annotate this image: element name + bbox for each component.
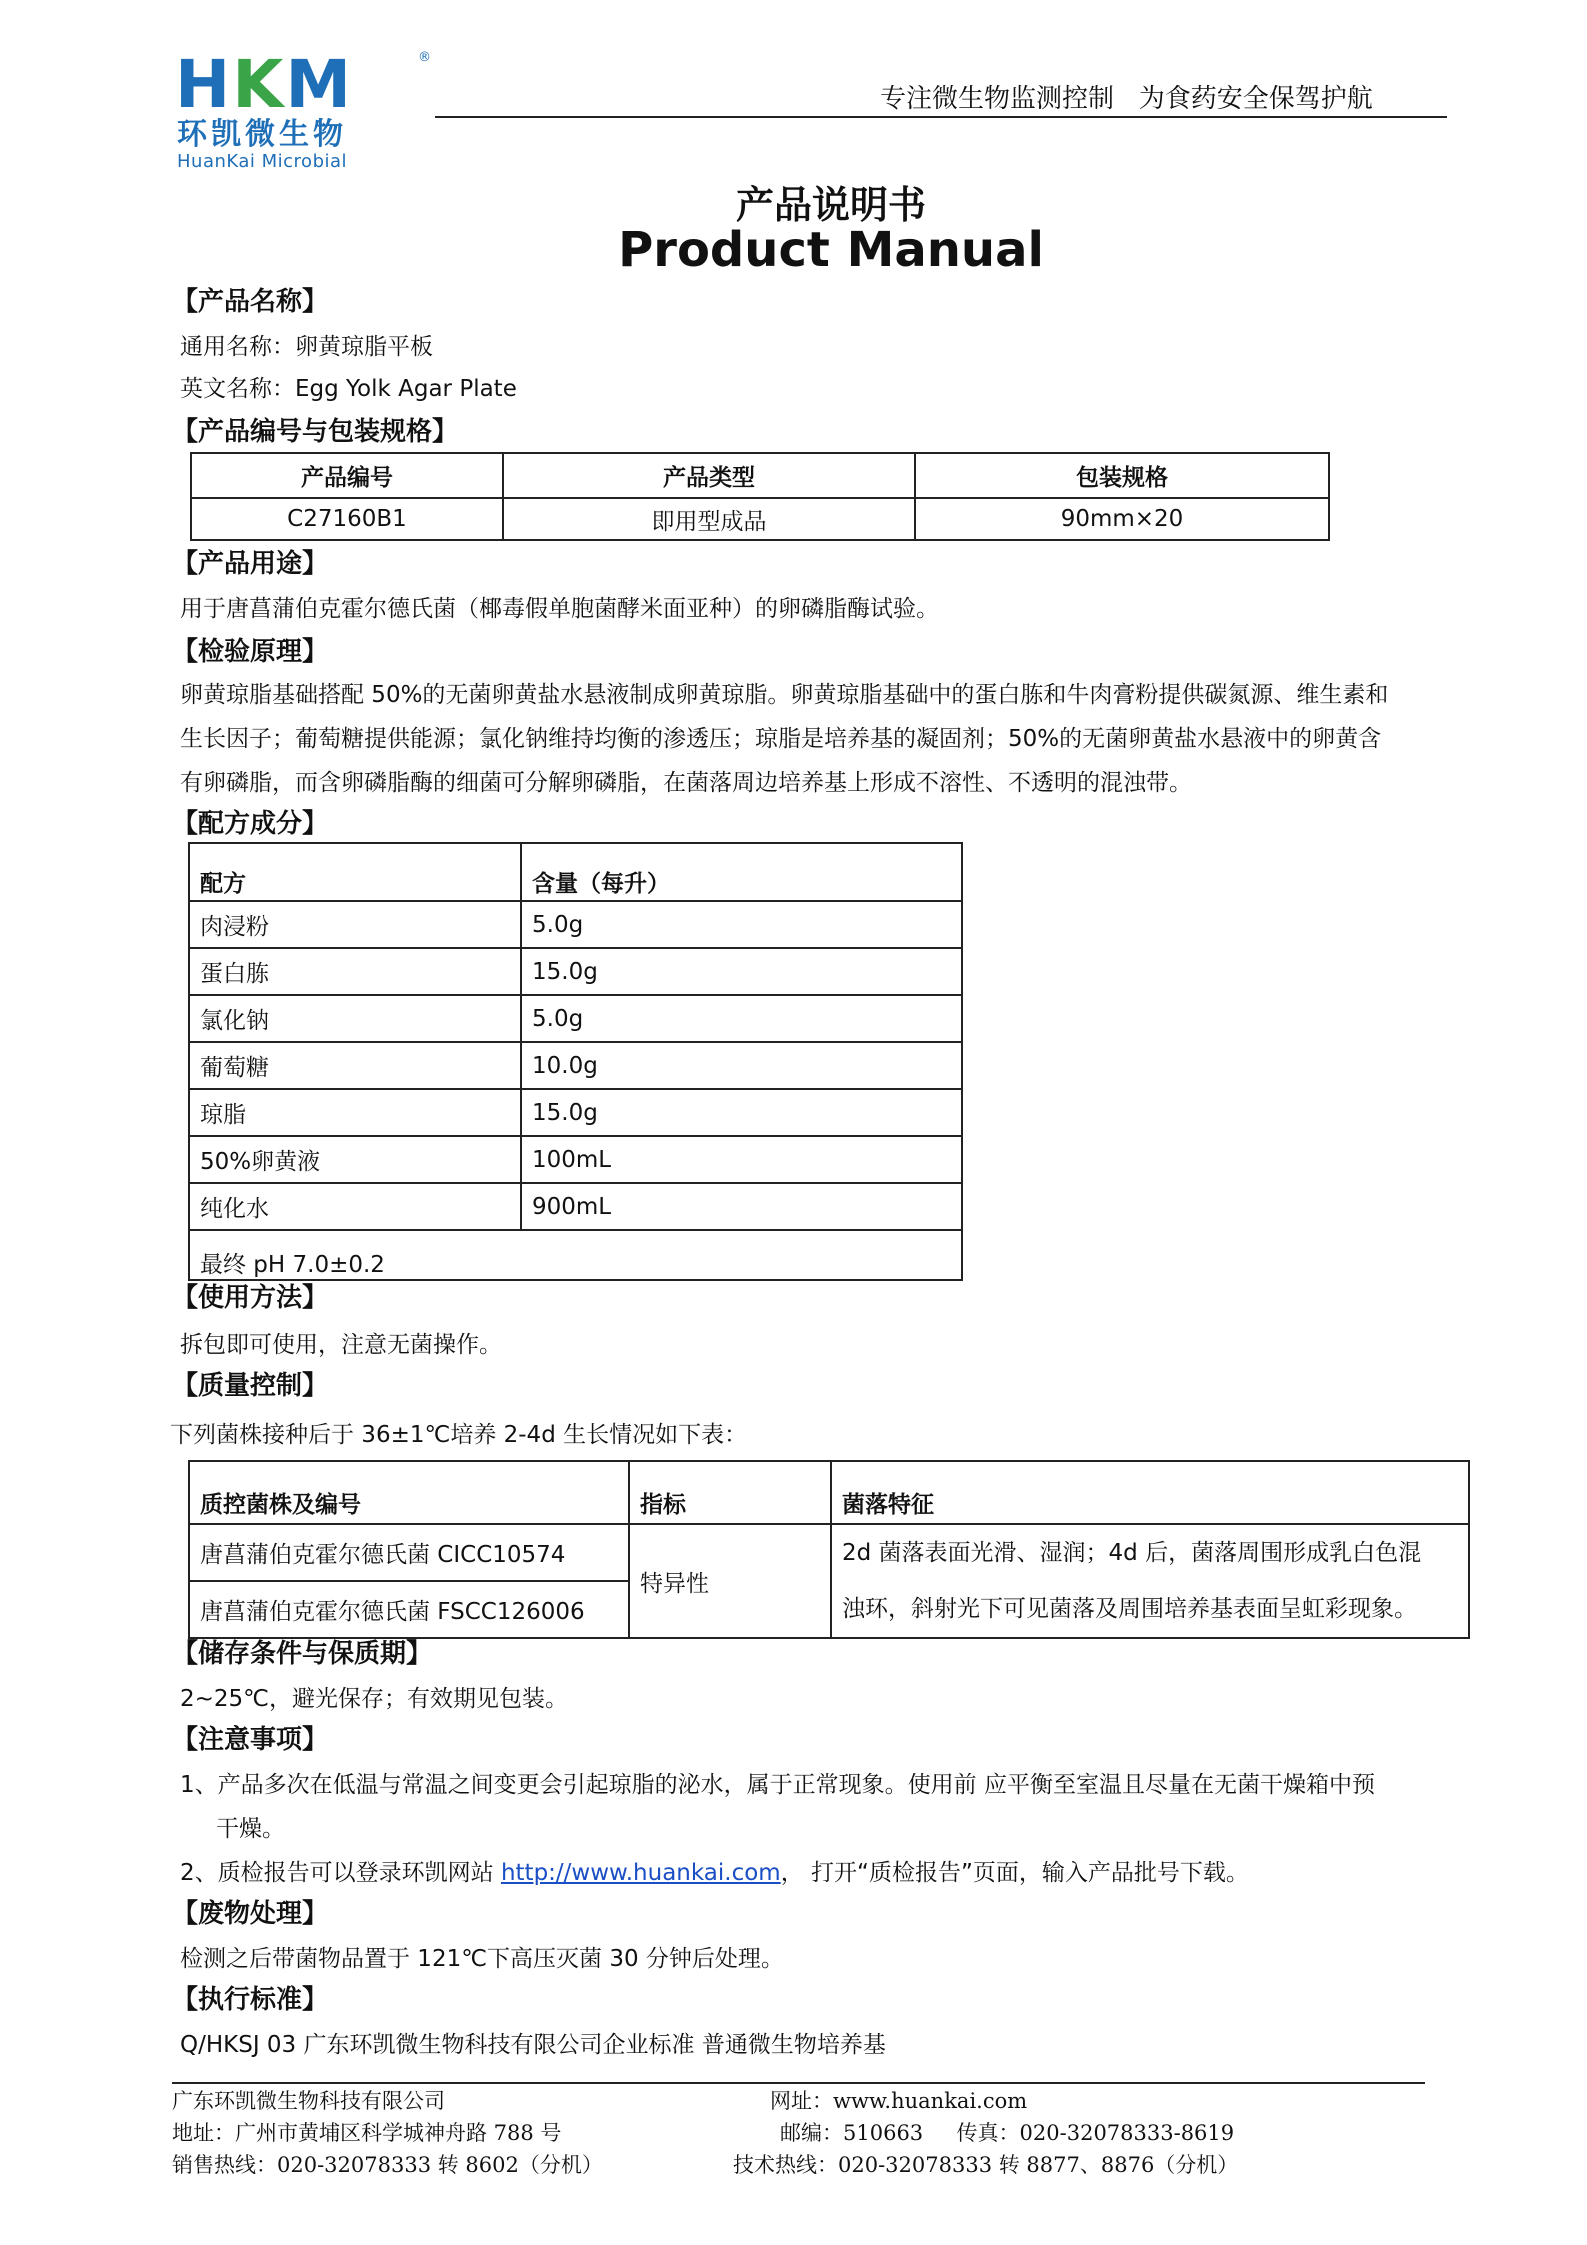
ingredient-cell: 50%卵黄液 [189, 1136, 521, 1183]
ingredient-cell: 氯化钠 [189, 995, 521, 1042]
section-heading-storage: 【储存条件与保质期】 [172, 1639, 433, 1669]
column-header: 配方 [189, 843, 521, 901]
company-logo [175, 46, 435, 172]
header-divider [435, 116, 1447, 118]
strain-cell: 唐菖蒲伯克霍尔德氏菌 FSCC126006 [189, 1581, 629, 1638]
package-spec-cell: 90mm×20 [915, 498, 1329, 540]
qc-table [188, 1460, 1470, 1639]
english-name: 英文名称：Egg Yolk Agar Plate [180, 376, 517, 402]
strain-cell: 唐菖蒲伯克霍尔德氏菌 CICC10574 [189, 1524, 629, 1581]
registered-mark: ® [418, 50, 431, 65]
amount-cell: 15.0g [521, 948, 962, 995]
final-ph-cell: 最终 pH 7.0±0.2 [189, 1230, 962, 1280]
table-header-row [189, 1461, 1469, 1524]
column-header: 指标 [629, 1461, 831, 1524]
table-header-row [191, 453, 1329, 498]
note-line [180, 1858, 1249, 1888]
logo-chinese-name: 环凯微生物 [177, 117, 347, 152]
amount-cell: 15.0g [521, 1089, 962, 1136]
amount-cell: 900mL [521, 1183, 962, 1230]
colony-feature-line: 2d 菌落表面光滑、湿润；4d 后，菌落周围形成乳白色混 [842, 1540, 1422, 1566]
note-text: 2、质检报告可以登录环凯网站 [180, 1860, 501, 1886]
section-heading-notes: 【注意事项】 [172, 1725, 329, 1755]
product-code-cell: C27160B1 [191, 498, 503, 540]
section-heading-formula: 【配方成分】 [172, 809, 329, 839]
logo-letter-k: K [232, 46, 286, 123]
indicator-cell: 特异性 [629, 1524, 831, 1638]
usage-text: 用于唐菖蒲伯克霍尔德氏菌（椰毒假单胞菌酵米面亚种）的卵磷脂酶试验。 [180, 596, 939, 622]
waste-text: 检测之后带菌物品置于 121℃下高压灭菌 30 分钟后处理。 [180, 1946, 784, 1972]
footer-sales-hotline: 销售热线：020-32078333 转 8602（分机） [172, 2153, 603, 2177]
formula-table [188, 842, 963, 1281]
footer-tech-hotline: 技术热线：020-32078333 转 8877、8876（分机） [733, 2153, 1239, 2177]
footer-divider [172, 2082, 1425, 2084]
logo-letter-m: M [285, 46, 354, 123]
table-row [189, 901, 962, 948]
logo-mark [175, 46, 354, 123]
table-header-row [189, 843, 962, 901]
product-type-cell: 即用型成品 [503, 498, 915, 540]
page-title-english: Product Manual [618, 222, 1044, 278]
footer-website: 网址：www.huankai.com [770, 2089, 1028, 2113]
section-heading-package: 【产品编号与包装规格】 [172, 417, 459, 447]
section-heading-product-name: 【产品名称】 [172, 287, 329, 317]
table-row [189, 1524, 1469, 1581]
page-title-chinese: 产品说明书 [735, 183, 926, 227]
section-heading-usage: 【产品用途】 [172, 549, 329, 579]
amount-cell: 5.0g [521, 901, 962, 948]
principle-line: 生长因子；葡萄糖提供能源；氯化钠维持均衡的渗透压；琼脂是培养基的凝固剂；50%的无菌卵黄盐水悬液中的卵黄含 [180, 726, 1382, 752]
table-row [189, 1089, 962, 1136]
table-row [189, 1183, 962, 1230]
table-row [189, 995, 962, 1042]
table-row [189, 1042, 962, 1089]
amount-cell: 10.0g [521, 1042, 962, 1089]
colony-feature-cell [831, 1524, 1469, 1638]
amount-cell: 100mL [521, 1136, 962, 1183]
note-text: ， 打开“质检报告”页面，输入产品批号下载。 [780, 1860, 1249, 1886]
package-table [190, 452, 1330, 541]
website-link[interactable]: http://www.huankai.com [500, 1860, 781, 1886]
column-header: 含量（每升） [521, 843, 962, 901]
principle-line: 卵黄琼脂基础搭配 50%的无菌卵黄盐水悬液制成卵黄琼脂。卵黄琼脂基础中的蛋白胨和牛肉膏粉提供碳氮源、维生素和 [180, 682, 1389, 708]
principle-line: 有卵磷脂，而含卵磷脂酶的细菌可分解卵磷脂，在菌落周边培养基上形成不溶性、不透明的混浊带。 [180, 770, 1192, 796]
ingredient-cell: 葡萄糖 [189, 1042, 521, 1089]
logo-english-name: HuanKai Microbial [177, 151, 348, 172]
column-header: 质控菌株及编号 [189, 1461, 629, 1524]
footer-address: 地址：广州市黄埔区科学城神舟路 788 号 [172, 2121, 562, 2145]
table-row [191, 498, 1329, 540]
header-slogan: 专注微生物监测控制 为食药安全保驾护航 [880, 84, 1373, 114]
ingredient-cell: 纯化水 [189, 1183, 521, 1230]
ingredient-cell: 肉浸粉 [189, 901, 521, 948]
footer-postcode-fax: 邮编：510663 传真：020-32078333-8619 [780, 2121, 1235, 2145]
section-heading-method: 【使用方法】 [172, 1283, 329, 1313]
colony-feature-line: 浊环，斜射光下可见菌落及周围培养基表面呈虹彩现象。 [842, 1596, 1417, 1622]
storage-text: 2~25℃，避光保存；有效期见包装。 [180, 1686, 569, 1712]
column-header: 包装规格 [915, 453, 1329, 498]
ingredient-cell: 琼脂 [189, 1089, 521, 1136]
generic-name: 通用名称：卵黄琼脂平板 [180, 334, 433, 360]
column-header: 产品类型 [503, 453, 915, 498]
logo-letter-h: H [175, 46, 233, 123]
footer-company: 广东环凯微生物科技有限公司 [172, 2089, 445, 2113]
column-header: 菌落特征 [831, 1461, 1469, 1524]
section-heading-qc: 【质量控制】 [172, 1371, 329, 1401]
section-heading-principle: 【检验原理】 [172, 637, 329, 667]
section-heading-standard: 【执行标准】 [172, 1985, 329, 2015]
qc-intro: 下列菌株接种后于 36±1℃培养 2-4d 生长情况如下表： [170, 1422, 748, 1448]
table-row [189, 1230, 962, 1280]
standard-text: Q/HKSJ 03 广东环凯微生物科技有限公司企业标准 普通微生物培养基 [180, 2032, 886, 2058]
ingredient-cell: 蛋白胨 [189, 948, 521, 995]
note-line: 1、产品多次在低温与常温之间变更会引起琼脂的泌水，属于正常现象。使用前 应平衡至室温且尽量在无菌干燥箱中预 [180, 1772, 1375, 1798]
note-line: 干燥。 [216, 1816, 285, 1842]
column-header: 产品编号 [191, 453, 503, 498]
table-row [189, 948, 962, 995]
section-heading-waste: 【废物处理】 [172, 1899, 329, 1929]
table-row [189, 1136, 962, 1183]
method-text: 拆包即可使用，注意无菌操作。 [180, 1332, 502, 1358]
amount-cell: 5.0g [521, 995, 962, 1042]
